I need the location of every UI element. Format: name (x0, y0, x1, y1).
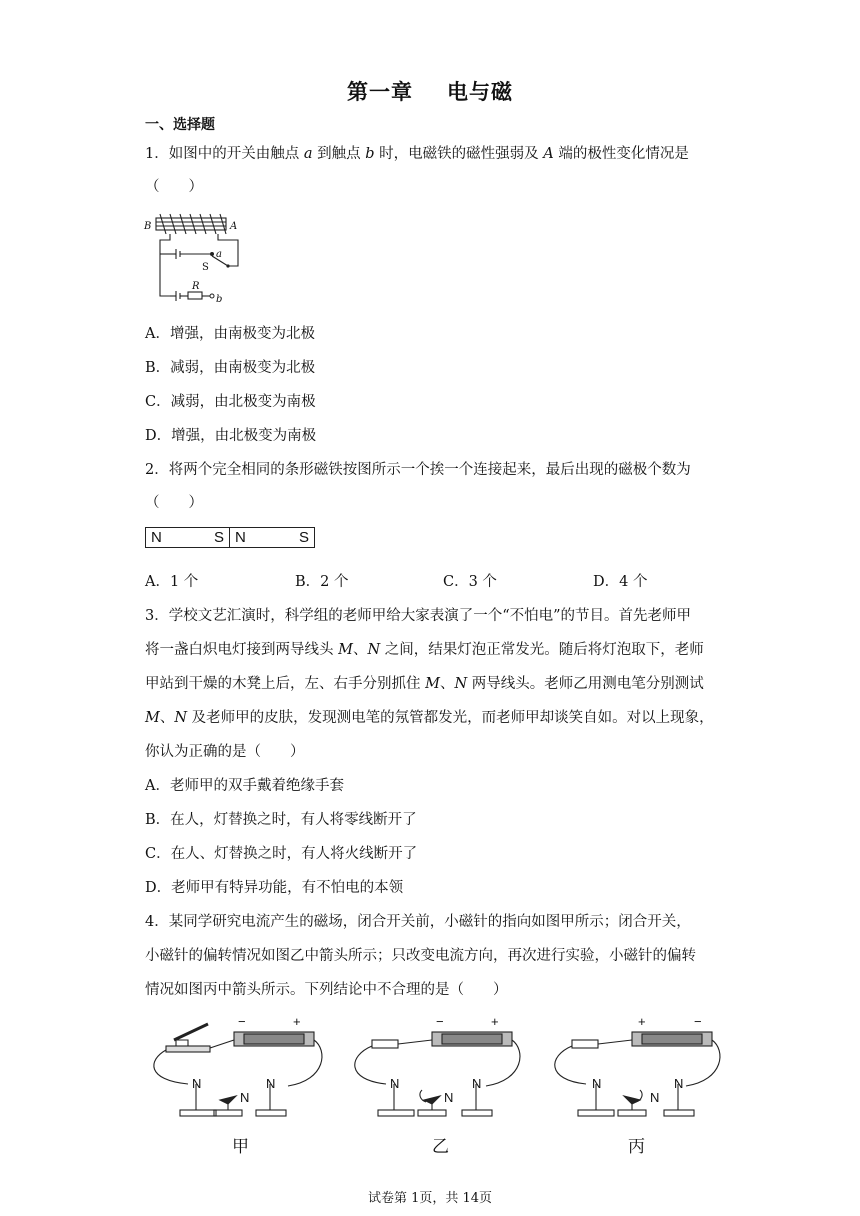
fig-label-S: S (202, 262, 209, 273)
q4-line1: 4．某同学研究电流产生的磁场，闭合开关前，小磁针的指向如图甲所示；闭合开关， (145, 914, 691, 930)
bar-magnet (145, 527, 230, 548)
fig-sign-left: + (638, 1014, 646, 1029)
q1-paren: （ ） (145, 179, 203, 195)
q1-option-c[interactable]: C．减弱，由北极变为南极 (145, 394, 316, 410)
fig-label-n: N (674, 1076, 684, 1091)
fig-label-n: N (650, 1090, 660, 1105)
q4-figure-yi (346, 1010, 526, 1125)
fig-sign-left: − (436, 1014, 444, 1029)
fig-label-n: N (390, 1076, 400, 1091)
q2-option-d[interactable]: D．4 个 (593, 574, 648, 590)
q3-option-d[interactable]: D．老师甲有特异功能，有不怕电的本领 (145, 880, 404, 896)
page-footer: 试卷第 1页，共 14页 (367, 1191, 493, 1206)
q3-option-b[interactable]: B．在人，灯替换之时，有人将零线断开了 (145, 812, 417, 828)
figure-caption-bing: 丙 (628, 1137, 645, 1157)
q2-option-c[interactable]: C．3 个 (443, 574, 497, 590)
magnet-pole-s: S (213, 529, 224, 546)
fig-label-B: B (144, 221, 152, 232)
q3-line5: 你认为正确的是（ ） (145, 744, 305, 760)
q3-line2: 将一盏白炽电灯接到两导线头 M、N 之间，结果灯泡正常发光。随后将灯泡取下，老师 (145, 642, 704, 658)
q1-option-a[interactable]: A．增强，由南极变为北极 (145, 326, 315, 342)
fig-label-n: N (592, 1076, 602, 1091)
section-heading: 一、选择题 (145, 117, 215, 133)
q3-line4: M、N 及老师甲的皮肤，发现测电笔的氖管都发光，而老师甲却谈笑自如。对以上现象， (145, 710, 714, 726)
figure-caption-yi: 乙 (432, 1137, 449, 1157)
q3-option-c[interactable]: C．在人、灯替换之时，有人将火线断开了 (145, 846, 418, 862)
q1-option-b[interactable]: B．减弱，由南极变为北极 (145, 360, 316, 376)
figure-caption-jia: 甲 (232, 1137, 249, 1157)
q2-option-b[interactable]: B．2 个 (295, 574, 349, 590)
q1-stem: 1．如图中的开关由触点 a 到触点 b 时，电磁铁的磁性强弱及 A 端的极性变化情况是 (145, 146, 689, 162)
fig-label-a: a (216, 249, 222, 260)
q2-stem: 2．将两个完全相同的条形磁铁按图所示一个挨一个连接起来，最后出现的磁极个数为 (145, 462, 691, 478)
magnet-pole-n: N (151, 529, 162, 546)
page-title (0, 76, 860, 106)
q1-option-d[interactable]: D．增强，由北极变为南极 (145, 428, 317, 444)
q1-electromagnet-figure (140, 206, 250, 306)
fig-label-b: b (216, 294, 223, 305)
q4-figure-bing (546, 1010, 726, 1125)
q3-line3: 甲站到干燥的木凳上后，左、右手分别抓住 M、N 两导线头。老师乙用测电笔分别测试 (145, 676, 704, 692)
magnet-pole-n: N (235, 529, 246, 546)
q3-option-a[interactable]: A．老师甲的双手戴着绝缘手套 (145, 778, 344, 794)
fig-label-n: N (266, 1076, 276, 1091)
q4-figure-jia (148, 1010, 328, 1125)
fig-label-A: A (230, 221, 238, 232)
q2-option-a[interactable]: A．1 个 (145, 574, 199, 590)
title-part2: 电与磁 (447, 79, 513, 104)
fig-sign-right: + (491, 1014, 499, 1029)
q4-figures (0, 1010, 860, 1180)
fig-sign-right: + (293, 1014, 301, 1029)
q4-line2: 小磁针的偏转情况如图乙中箭头所示；只改变电流方向，再次进行实验，小磁针的偏转 (145, 948, 696, 964)
fig-label-n: N (192, 1076, 202, 1091)
bar-magnet (229, 527, 315, 548)
magnet-pole-s: S (298, 529, 309, 546)
q2-paren: （ ） (145, 495, 203, 511)
fig-label-n: N (240, 1090, 250, 1105)
fig-label-n: N (444, 1090, 454, 1105)
q4-line3: 情况如图丙中箭头所示。下列结论中不合理的是（ ） (145, 982, 508, 998)
q3-line1: 3．学校文艺汇演时，科学组的老师甲给大家表演了一个“不怕电”的节目。首先老师甲 (145, 608, 692, 624)
fig-sign-left: − (238, 1014, 246, 1029)
fig-label-n: N (472, 1076, 482, 1091)
fig-label-R: R (192, 281, 200, 292)
fig-sign-right: − (694, 1014, 702, 1029)
title-part1: 第一章 (347, 79, 413, 104)
